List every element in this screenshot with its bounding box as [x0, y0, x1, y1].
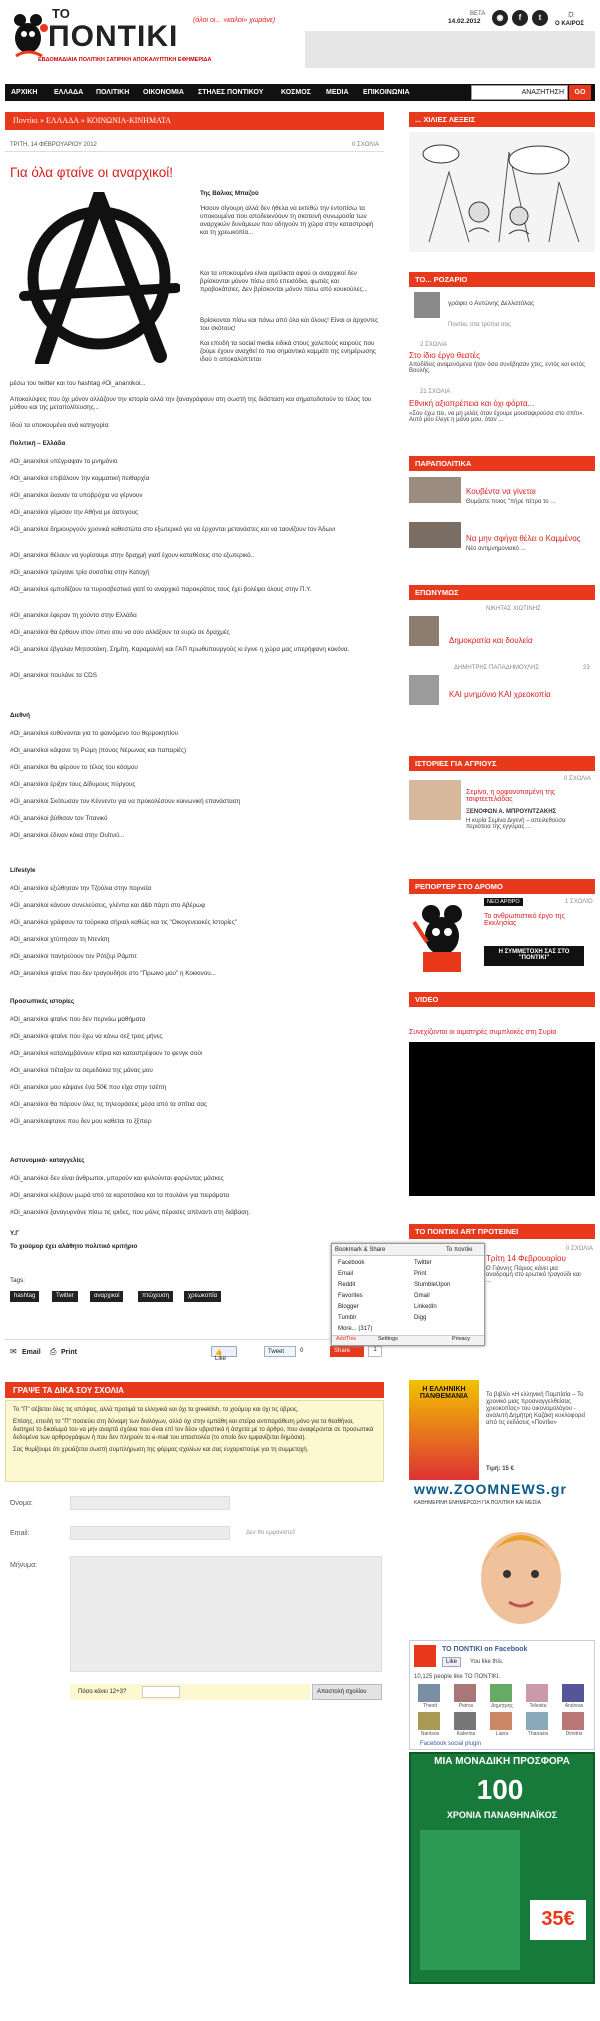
hashtag-list-item: #Oi_anarxikoi έβγαλαν Μητσοτάκη, Σημίτη, Καραμανλή και ΓΑΠ πρωθυπουργούς κι έγινε η χώρα μας υπερήφανη κοκόνα.	[10, 646, 350, 653]
hashtag-list-item: #Oi_anarxikoi κάψανε τη Ρώμη (πουος Νέρωνας και παπαριές)	[10, 747, 187, 754]
article-title: Για όλα φταίνε οι αναρχικοί!	[10, 165, 174, 180]
facebook-fan-name: Telesita	[529, 1703, 547, 1709]
nav-item-home[interactable]: ΑΡΧΙΚΗ	[11, 89, 38, 96]
tag-link[interactable]: πτώχευση	[138, 1291, 173, 1302]
reporter-section-header[interactable]: ΡΕΠΟΡΤΕΡ ΣΤΟ ΔΡΟΜΟ	[409, 879, 595, 894]
email-label: Email:	[10, 1530, 30, 1537]
zoomnews-logo[interactable]: www.ZOOMNEWS.gr	[414, 1481, 567, 1497]
art-excerpt: Ο Γιάννης Πάριος κάνει μια αναδρομή στο ερωτικό τραγούδι και ...	[486, 1266, 581, 1284]
hashtag-list-item: #Oi_anarxikoi θα έρθουν στον ύπνο σου να σου αλλάξουν τα ευρώ σε δραχμές	[10, 629, 230, 636]
parapolitika-excerpt: Θυμάστε ποιος "πήρε πέτρα το ...	[466, 499, 556, 505]
hashtag-list-item: #Oi_anarxikoi ξαναγυρνάνε πίσω τις ιριδες, που μόλις πέρασες απέναντι στη διάβαση.	[10, 1209, 251, 1216]
share-popup	[331, 1243, 485, 1346]
share-option[interactable]: StumbleUpon	[414, 1282, 451, 1288]
logo-to: ΤΟ	[52, 6, 70, 21]
reporter-article-link[interactable]: Το ανθρωπιστικό έργο της Εκκλησίας	[484, 913, 565, 927]
columnist-photo	[409, 675, 439, 705]
captcha-input[interactable]	[142, 1686, 180, 1698]
addthis-settings-link[interactable]: Settings	[378, 1336, 398, 1342]
article-paragraph: Ήσουν σίγουρη αλλά δεν ήθελα να εκτεθώ την εντοπίσω τα υποκουμένα που αποδεικνύουν τη σκοτεινή συνωμοσία των αναρχικών δυνάμεων που οδηγούν τη χώρα στην καταστροφή και τη χρεωκοπία...	[200, 205, 374, 236]
tweet-button[interactable]	[264, 1346, 296, 1357]
eponymos-section-header[interactable]: ΕΠΩΝΥΜΩΣ	[409, 585, 595, 600]
article-category-heading: Πολιτική – Ελλάδα	[10, 440, 66, 447]
article-category-heading: Προσωπικές ιστορίες	[10, 998, 75, 1005]
hashtag-list-item: #Oi_anarxikoi επιβάλουν την κομματική πειθαρχία	[10, 475, 150, 482]
story-link[interactable]: Σεμίνα, η ορφανοτισμένη της τσιφτεετελάδας	[466, 789, 556, 803]
hashtag-list-item: #Oi_anarxikoi πουλάνε τα CDS	[10, 672, 97, 679]
book-cover[interactable]	[409, 1380, 479, 1480]
article-comment-count[interactable]: 0 ΣΧΟΛΙΑ	[352, 142, 379, 148]
share-option[interactable]: Gmail	[414, 1293, 430, 1299]
article-paragraph: Και τα υποκουμένα είναι αμείλικτα αφού οι αναρχικοί δεν βρίσκονται μόνον πίσω από επεισόδια, φωτιές και προβοκάτσιες. Δεν βρίσκονται μόνον πίσω από κουκούλες...	[200, 270, 368, 293]
addthis-logo[interactable]: AddThis	[336, 1336, 357, 1342]
hashtag-list-item: #Oi_anarxikoi έριξαν τους Δίδυμους πύργους	[10, 781, 136, 788]
facebook-plugin-label: Facebook social plugin	[420, 1741, 482, 1747]
parapolitika-link[interactable]: Να μην σφήγα θέλει ο Καμμένος	[466, 534, 581, 543]
facebook-fan-avatar[interactable]	[562, 1684, 584, 1702]
email-input[interactable]	[70, 1526, 230, 1540]
hashtag-list-item: #Oi_anarxikoi Σκότωσαν τον Κέννεντυ για να προκαλέσουν κοινωνική επανάσταση	[10, 798, 241, 805]
anarchy-symbol-image	[18, 192, 180, 364]
article-date: ΤΡΙΤΗ, 14 ΦΕΒΡΟΥΑΡΙΟΥ 2012	[10, 142, 97, 148]
share-option[interactable]: Print	[414, 1271, 427, 1277]
share-option[interactable]: Digg	[414, 1315, 427, 1321]
hashtag-list-item: #Oi_anarxikoi θέλουν να γυρίσουμε στην δραχμή γιατί έχουν καταθέσεις στο εξωτερικό..	[10, 552, 255, 559]
rozario-article-excerpt: «Σου έχω πει, να μη μιλάς όταν έχουμε μουσαφιρούσα στο σπίτι». Αυτό μου έλεγε η μάνα μου, όταν ...	[409, 411, 585, 423]
facebook-fan-name: Δημήτρης	[491, 1703, 513, 1709]
book-cover-title: Η ΕΛΛΗΝΙΚΗ ΠΑΝΘΕΜΑΝΙΑ	[419, 1386, 469, 1400]
facebook-box-title[interactable]: ΤΟ ΠΟΝΤΙΚΙ on Facebook	[442, 1646, 528, 1653]
article-final-line: Το χιούμορ έχει αλάθητο πολιτικό κριτήριο	[10, 1243, 138, 1250]
facebook-fan-name: Dimitris	[565, 1731, 583, 1737]
book-description: Το βιβλίο «Η ελληνική Παμπίσία – Το χρονικό μιας προαναγγελθείσας χρεοκοπίας» του οικονομολόγου - αναλυτή Δημήτρη Καζάκη κυκλοφορεί από τις εκδόσεις «Ποντίκι»	[486, 1392, 586, 1426]
new-article-badge: ΝΕΟ ΑΡΘΡΟ	[484, 898, 523, 906]
cartoon-section-header[interactable]: ... ΧΙΛΙΕΣ ΛΕΞΕΙΣ	[409, 112, 595, 127]
message-label: Μήνυμα:	[10, 1562, 38, 1569]
header-date: 14.02.2012	[448, 18, 481, 25]
rozario-article-link[interactable]: Στο ίδιο έργο θεατές	[409, 351, 480, 360]
hashtag-list-item: #Oi_anarxikoi τρώγανε τρία συσσίτια στην Κατοχή	[10, 569, 150, 576]
hashtag-list-item: #Oi_anarxikoiφταινε που δεν μου καθεται το ξξπιερ	[10, 1118, 152, 1125]
promo-headline: ΜΙΑ ΜΟΝΑΔΙΚΗ ΠΡΟΣΦΟΡΑ	[434, 1756, 570, 1767]
parapolitika-thumb	[409, 522, 461, 548]
facebook-like-count: 10,125 people like ΤΟ ΠΟΝΤΙΚΙ.	[414, 1674, 501, 1680]
article-paragraph: Αποκαλύψεις που όχι μόνον αλλάζουν την ιστορία αλλά την ξαναγράφουν στη σωστή της διάσταση και σηματοδοτούν το τέλος του μύθου και της μεταπολίτευσης...	[10, 396, 372, 411]
weather-label[interactable]: Ο ΚΑΙΡΟΣ	[555, 21, 584, 27]
share-label: Share	[334, 1348, 351, 1354]
parapolitika-link[interactable]: Κουβέντα να γίνεται	[466, 487, 536, 496]
comment-count[interactable]: 2 ΣΧΟΛΙΑ	[420, 342, 447, 348]
zoomnews-ad-image[interactable]	[409, 1512, 595, 1640]
facebook-fan-avatar[interactable]	[526, 1712, 548, 1730]
email-icon[interactable]: ✉	[10, 1347, 17, 1356]
art-section-header[interactable]: ΤΟ ΠΟΝΤΙΚΙ ART ΠΡΟΤΕΙΝΕΙ	[409, 1224, 595, 1239]
comment-rules-text: Επίσης, επειδή το "Π" ποσιεύει στη δύναμη των διαλόγων, αλλά όχι στην εμπάθη και στείρα αντιπαράθεση μόνο για τα θεαθήναι, διατηρεί το δικαίωμά του να μην αναρτά σχόλια που είναι επί τον δέον υβριστικά ή άσχετα με το άρθρο, που αναφέρονται σε προσωπικά δεδομένα των αρθρογράφων ή που δεν πληρούν το e-mail του αποστολέα (το οποίο δεν εμφανίζεται δημόσια).	[13, 1419, 374, 1441]
article-category-heading: Lifestyle	[10, 867, 36, 874]
logo-subtitle: ΕΒΔΟΜΑΔΙΑΙΑ ΠΟΛΙΤΙΚΗ ΣΑΤΙΡΙΚΗ ΑΠΟΚΑΛΥΠΤΙΚΗ ΕΦΗΜΕΡΙΔΑ	[38, 57, 212, 63]
rozario-author-photo	[414, 292, 440, 318]
tag-link[interactable]: χρεωκοπία	[184, 1291, 221, 1302]
slogan: (όλοι οι... «καλοί» χωράνε)	[193, 17, 276, 24]
hashtag-list-item: #Oi_anarxikoi έκαναν τα υποβρύχια να γέρνουν	[10, 492, 143, 499]
article-paragraph: μέσω του twitter και του hashtag #Oi_anarxikoi...	[10, 380, 146, 387]
hashtag-list-item: #Oi_anarxikoi θα πάρουν όλες τις τηλεοράσεις μέσα από τα σπίτια σας	[10, 1101, 208, 1108]
columnist-photo	[409, 616, 439, 646]
hashtag-list-item: #Oi_anarxikoi δεν είναι άνθρωποι, μπορούν και φυλούνται φορώντας μάσκες	[10, 1175, 224, 1182]
promo-subtitle: ΧΡΟΝΙΑ ΠΑΝΑΘΗΝΑΪΚΟΣ	[446, 1810, 558, 1820]
stories-section-header[interactable]: ΙΣΤΟΡΙΕΣ ΓΙΑ ΑΓΡΙΟΥΣ	[409, 756, 595, 771]
comment-count[interactable]: 0 ΣΧΟΛΙΑ	[566, 1246, 593, 1252]
facebook-fan-name: Katerina	[456, 1731, 476, 1737]
hashtag-list-item: #Oi_anarxikoi μου κάψανε ένα 50€ που είχα στην τσέπη	[10, 1084, 167, 1091]
rss-icon[interactable]: ◉	[492, 10, 508, 26]
tag-link[interactable]: hashtag	[10, 1291, 39, 1302]
parapolitika-thumb	[409, 477, 461, 503]
comment-count[interactable]: 23	[583, 665, 590, 671]
weather-icon[interactable]: ☼	[566, 8, 577, 20]
breadcrumb[interactable]: Ποντίκι » ΕΛΛΑΔΑ » ΚΟΙΝΩΝΙΑ-ΚΙΝΗΜΑΤΑ	[5, 112, 384, 130]
fb-like-button[interactable]: 👍 Like	[211, 1346, 237, 1357]
hashtag-list-item: #Oi_anarxikoi γράφουν τα τούρκικα σήριαλ καθώς και τις "Οικογενειακές Ιστορίες"	[10, 919, 238, 926]
nav-item-politics[interactable]: ΠΟΛΙΤΙΚΗ	[96, 89, 130, 96]
hashtag-list-item: #Oi_anarxikoi γέμισαν την Αθήνα με άστεγους	[10, 509, 139, 516]
logo-mouse-icon	[8, 12, 50, 60]
nav-item-greece[interactable]: ΕΛΛΑΔΑ	[54, 89, 84, 96]
facebook-fan-name: Andreas	[564, 1703, 584, 1709]
hashtag-list-item: #Oi_anarxikoi δημιουργούν χρονικά καθεστώτα στο εξωτερικό για να έρχονται μετανάστες και να ταονίζουν τον Άδωνι	[10, 526, 336, 533]
hashtag-list-item: #Oi_anarxikoi θα φέρουν το τέλος του κόσμου	[10, 764, 138, 771]
hashtag-list-item: #Oi_anarxikoi χτύπησαν τη Ντενίση	[10, 936, 110, 943]
story-excerpt: Η κυρία Σεμίνα Διγενή – απειλεθούσα περιοτεια της εγγύμας ...	[466, 818, 566, 830]
rozario-article-excerpt: Αποδίδεις αναμενόμενα ήταν όσα συνέβησαν χτες, εντός και εκτός Βουλής.	[409, 362, 585, 374]
facebook-you-like: You like this.	[470, 1659, 504, 1665]
hashtag-list-item: #Oi_anarxikoi παντρεύουν τον Ρότζερ Ράμπιτ	[10, 953, 137, 960]
beta-label: ΒΕΤΑ	[470, 11, 486, 17]
email-link[interactable]: Email	[22, 1349, 41, 1356]
fb-like-label: Like	[215, 1356, 227, 1362]
captcha-label: Πόσο κάνει 12+3?	[78, 1689, 127, 1695]
name-label: Όνομα:	[10, 1500, 33, 1507]
hashtag-list-item: #Oi_anarxikoi ευθύνονται για το φαινόμενο του θερμοκηπίου	[10, 730, 179, 737]
print-link[interactable]: Print	[61, 1349, 77, 1356]
share-option[interactable]: LinkedIn	[414, 1304, 437, 1310]
article-category-heading: Διεθνή	[10, 712, 31, 719]
promo-price: 35€	[530, 1900, 586, 1940]
hashtag-list-item: #Oi_anarxikoi έφεραν τη χούντα στην Ελλάδα	[10, 612, 137, 619]
email-hint: Δεν θα εμφανιστεί!	[246, 1530, 296, 1536]
facebook-fan-avatar[interactable]	[418, 1712, 440, 1730]
comment-count[interactable]: 21 ΣΧΟΛΙΑ	[420, 389, 451, 395]
article-signature: Υ.Γ	[10, 1230, 20, 1237]
article-paragraph: Βρίσκονται πίσω και πάνω από όλα και όλους! Είναι οι άρχοντες του σκότους!	[200, 317, 379, 332]
rozario-sub: Ποντίκι, στα τρύπια σας	[448, 322, 511, 328]
participation-box[interactable]: Η ΣΥΜΜΕΤΟΧΗ ΣΑΣ ΣΤΟ "ΠΟΝΤΙΚΙ"	[484, 946, 584, 966]
video-title-link[interactable]: Συνεχίζονται οι αιματηρές συμπλοκές στη Συρία	[409, 1029, 557, 1036]
hashtag-list-item: #Oi_anarxikoi φταίνε που δεν τραγουδήσε στο "Πρωινο μου" η Κοκκινου...	[10, 970, 216, 977]
facebook-fan-name: Petros	[458, 1703, 474, 1709]
share-popup-site: Το ποντίκι	[446, 1247, 473, 1253]
video-player[interactable]	[409, 1042, 595, 1196]
share-option[interactable]: More... (317)	[338, 1326, 373, 1332]
story-photo	[409, 780, 461, 820]
tag-link[interactable]: Twitter	[52, 1291, 78, 1302]
columnist-article-link[interactable]: ΚΑΙ μνημόνιο ΚΑΙ χρεοκοπία	[449, 690, 551, 699]
columnist-article-link[interactable]: Δημοκρατία και δουλεία	[449, 636, 533, 645]
hashtag-list-item: #Oi_anarxikoi εξώθησαν την Τζούλια στην πορνεία	[10, 885, 152, 892]
rozario-byline[interactable]: γράφει ο Αντώνης Δελλατόλας	[448, 300, 535, 307]
promo-products-image	[420, 1830, 520, 1970]
comment-rules-text: Σας θυμίζουμε ότι χρειάζεται σωστή συμπλήρωση της φόρμας σχολίων και σας ευχαριστούμε για τη συμμετοχή.	[13, 1447, 309, 1453]
book-price: Τιμή: 15 €	[486, 1466, 514, 1472]
facebook-icon[interactable]: f	[512, 10, 528, 26]
tweet-label: Tweet	[268, 1349, 285, 1355]
cartoon-image[interactable]	[409, 132, 595, 252]
facebook-fan-avatar[interactable]	[562, 1712, 584, 1730]
hashtag-list-item: #Oi_anarxikoi βύθισαν τον Τιτανικό	[10, 815, 108, 822]
facebook-like-button[interactable]: Like	[442, 1657, 461, 1667]
hashtag-list-item: #Oi_anarxikoi καταλαμβάνουν κτίρια και καταστρέφουν το φενγκ σούι	[10, 1050, 203, 1057]
hashtag-list-item: #Oi_anarxikoi πέταξαν τα σεμεδάκια της μάνας μου	[10, 1067, 153, 1074]
divider	[5, 1339, 384, 1340]
facebook-fan-name: Nantsos	[420, 1731, 440, 1737]
nav-item-media[interactable]: MEDIA	[326, 89, 349, 96]
hashtag-list-item: #Oi_anarxikoi κλέβουν μωρά από τα καροτσάκια και τα πουλάνε για πειράματα	[10, 1192, 230, 1199]
share-option[interactable]: Facebook	[338, 1260, 365, 1266]
hashtag-list-item: #Oi_anarxikoi υπέγραψαν το μνημόνιο	[10, 458, 118, 465]
rozario-article-link[interactable]: Εθνική αξιοπρέπεια και όχι φόρτα...	[409, 399, 535, 408]
facebook-fan-avatar[interactable]	[490, 1684, 512, 1702]
parapolitika-section-header[interactable]: ΠΑΡΑΠΟΛΙΤΙΚΑ	[409, 456, 595, 471]
logo-title[interactable]: ΠΟΝΤΙΚΙ	[48, 20, 179, 53]
nav-item-economy[interactable]: ΟΙΚΟΝΟΜΙΑ	[143, 89, 184, 96]
video-section-header[interactable]: VIDEO	[409, 992, 595, 1007]
zoomnews-tagline: ΚΑΘΗΜΕΡΙΝΗ ΕΝΗΜΕΡΩΣΗ ΓΙΑ ΠΟΛΙΤΙΚΗ ΚΑΙ MEDIA	[414, 1500, 541, 1506]
tags-label: Tags:	[10, 1277, 26, 1284]
addthis-privacy-link[interactable]: Privacy	[452, 1336, 471, 1342]
columnist-name: ΝΙΚΗΤΑΣ ΧΙΩΤΙΝΗΣ	[486, 606, 541, 612]
facebook-logo	[414, 1645, 436, 1667]
facebook-fan-name: Liana	[495, 1731, 509, 1737]
submit-comment-button[interactable]: Αποστολή σχολίου	[312, 1684, 382, 1700]
divider	[5, 151, 384, 152]
facebook-fan-avatar[interactable]	[418, 1684, 440, 1702]
search-input[interactable]: ΑΝΑΖΗΤΗΣΗ	[471, 85, 568, 100]
hashtag-list-item: #Oi_anarxikoi έδιναν κόκα στην Ουίτνεϊ...	[10, 832, 125, 839]
share-option[interactable]: Tumblr	[338, 1315, 357, 1321]
hashtag-list-item: #Oi_anarxikoi εμποδίζουν τα πυροσβεστικά γιατί το αναρχικό παρακράτος τους έχει βολέψει όλους στην Π.Υ.	[10, 586, 312, 593]
parapolitika-excerpt: Νέο αντιμνημονιακό ...	[466, 546, 526, 552]
hashtag-list-item: #Oi_anarxikoi φταίνε που έχω να κάνω σεξ τρεις μήνες	[10, 1033, 163, 1040]
comment-rules-text: Το "Π" σέβεται όλες τις απόψεις, αλλά προτιμά τα ελληνικά και όχι τα greeklish, το χιούμορ και όχι τις ύβρεις.	[13, 1407, 299, 1413]
share-popup-title: Bookmark & Share	[335, 1247, 386, 1253]
facebook-fan-avatar[interactable]	[454, 1712, 476, 1730]
tag-link[interactable]: αναρχικοί	[90, 1291, 123, 1302]
article-author: Της Βάλιας Μπαζού	[200, 190, 259, 197]
facebook-fan-avatar[interactable]	[526, 1684, 548, 1702]
article-paragraph: Ιδού τα υποκουμένα ανά κατηγορία:	[10, 422, 110, 429]
name-input[interactable]	[70, 1496, 230, 1510]
share-button[interactable]	[330, 1346, 364, 1357]
hashtag-list-item: #Oi_anarxikoi κάνουν συνελεύσεις, γλέντια και d&b πάρτι στο Αβέρωφ	[10, 902, 206, 909]
header-ad-banner[interactable]	[305, 31, 595, 68]
article-paragraph: Και επειδή τα social media ειδικά στους χαλεπούς καιρούς που ζούμε έχουν αναχθεί το πιο σημαντικό καμμάτι της ενημέρωσης ιδού τι αποκαλύπτεται	[200, 340, 376, 363]
comment-form-header: ΓΡΑΨΕ ΤΑ ΔΙΚΑ ΣΟΥ ΣΧΟΛΙΑ	[5, 1382, 384, 1398]
share-option[interactable]: Reddit	[338, 1282, 356, 1288]
columnist-name: ΔΗΜΗΤΡΗΣ ΠΑΠΑΔΗΜΟΥΛΗΣ	[454, 665, 540, 671]
share-count: 1	[368, 1346, 382, 1357]
comment-rules-box	[5, 1400, 384, 1482]
promo-number: 100	[476, 1774, 524, 1805]
header	[0, 0, 600, 82]
comment-count[interactable]: 0 ΣΧΟΛΙΑ	[564, 776, 591, 782]
nav-item-world[interactable]: ΚΟΣΜΟΣ	[281, 89, 311, 96]
facebook-fan-name: Theod	[422, 1703, 438, 1709]
hashtag-list-item: #Oi_anarxikoi φταίνε που δεν περνάω μαθήματα	[10, 1016, 146, 1023]
art-article-link[interactable]: Τρίτη 14 Φεβρουαρίου	[486, 1254, 566, 1263]
nav-item-contact[interactable]: ΕΠΙΚΟΙΝΩΝΙΑ	[363, 89, 410, 96]
comment-count[interactable]: 1 ΣΧΟΛΙΟ	[565, 899, 593, 905]
tweet-count: 0	[300, 1348, 304, 1354]
reporter-mouse-image	[409, 902, 479, 978]
search-go-button[interactable]: GO	[569, 85, 591, 100]
share-option[interactable]: Blogger	[338, 1304, 359, 1310]
share-option[interactable]: Twitter	[414, 1260, 432, 1266]
facebook-fan-avatar[interactable]	[490, 1712, 512, 1730]
rozario-section-header[interactable]: ΤΟ... ΡΟΖΑΡΙΟ	[409, 272, 595, 287]
nav-item-columns[interactable]: ΣΤΗΛΕΣ ΠΟΝΤΙΚΟΥ	[198, 89, 264, 96]
story-author: ΞΕΝΟΦΩΝ Α. ΜΠΡΟΥΝΤΖΑΚΗΣ	[466, 809, 557, 815]
print-icon[interactable]: ⎙	[50, 1347, 57, 1356]
facebook-fan-name: Thanasis	[527, 1731, 549, 1737]
share-option[interactable]: Email	[338, 1271, 354, 1277]
message-textarea[interactable]	[70, 1556, 382, 1672]
twitter-icon[interactable]: t	[532, 10, 548, 26]
share-option[interactable]: Favorites	[338, 1293, 363, 1299]
article-category-heading: Αστυνομικά- καταγγελίες	[10, 1157, 85, 1164]
facebook-fan-avatar[interactable]	[454, 1684, 476, 1702]
